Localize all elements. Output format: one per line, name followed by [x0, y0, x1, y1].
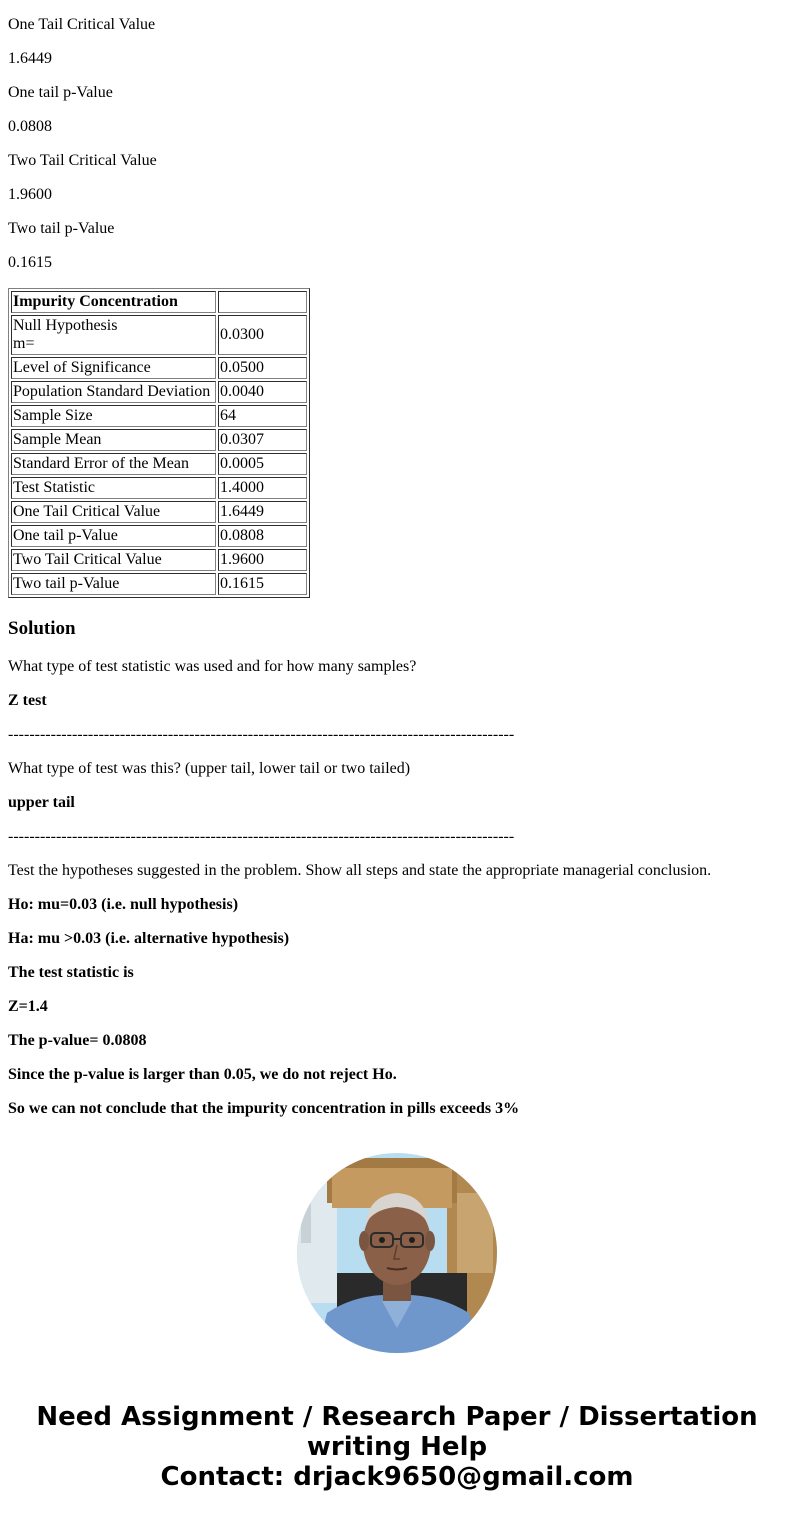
table-cell-label: Level of Significance [11, 357, 216, 379]
banner-contact-line: Contact: drjack9650@gmail.com [160, 1462, 634, 1492]
table-cell-value: 0.0005 [218, 453, 307, 475]
solution-step: Ho: mu=0.03 (i.e. null hypothesis) [8, 896, 239, 913]
table-body [11, 315, 307, 595]
table-header-blank [218, 291, 307, 313]
avatar [297, 1153, 497, 1353]
contact-banner [0, 1402, 794, 1492]
question-1: What type of test statistic was used and for how many samples? [8, 658, 417, 675]
table-row [11, 357, 307, 379]
table-row [11, 429, 307, 451]
avatar-portrait-image [297, 1153, 497, 1353]
table-cell-value: 0.1615 [218, 573, 307, 595]
result-line: 1.9600 [8, 186, 52, 203]
top-values-list [8, 0, 786, 272]
table-row [11, 477, 307, 499]
table-cell-label: Test Statistic [11, 477, 216, 499]
table-cell-value: 0.0300 [218, 315, 307, 355]
table-cell-label: Two Tail Critical Value [11, 549, 216, 571]
solution-step: The test statistic is [8, 964, 134, 981]
table-cell-value: 0.0500 [218, 357, 307, 379]
result-line: 0.0808 [8, 118, 52, 135]
table-row [11, 501, 307, 523]
solution-step: Since the p-value is larger than 0.05, we do not reject Ho. [8, 1066, 397, 1083]
table-cell-label: Sample Size [11, 405, 216, 427]
table-cell-label: Sample Mean [11, 429, 216, 451]
question-2: What type of test was this? (upper tail, lower tail or two tailed) [8, 760, 411, 777]
result-line: 1.6449 [8, 50, 52, 67]
result-line: Two tail p-Value [8, 220, 115, 237]
table-cell-value: 1.4000 [218, 477, 307, 499]
answer-2: upper tail [8, 794, 75, 811]
table-cell-value: 0.0307 [218, 429, 307, 451]
table-row [11, 381, 307, 403]
table-cell-value: 0.0808 [218, 525, 307, 547]
table-cell-value: 1.6449 [218, 501, 307, 523]
answer-1: Z test [8, 692, 47, 709]
document-content [8, 0, 786, 1134]
table-row [11, 573, 307, 595]
solution-heading: Solution [8, 618, 76, 639]
solution-step: So we can not conclude that the impurity concentration in pills exceeds 3% [8, 1100, 520, 1117]
table-cell-label: Standard Error of the Mean [11, 453, 216, 475]
table-header-title: Impurity Concentration [11, 291, 216, 313]
banner-line-2: writing Help [306, 1432, 488, 1462]
table-cell-label: Population Standard Deviation [11, 381, 216, 403]
table-row [11, 549, 307, 571]
solution-step: Z=1.4 [8, 998, 48, 1015]
table-row [11, 453, 307, 475]
table-header-row [11, 291, 307, 313]
table-cell-value: 1.9600 [218, 549, 307, 571]
table-row [11, 315, 307, 355]
table-cell-value: 0.0040 [218, 381, 307, 403]
banner-line-1: Need Assignment / Research Paper / Dissertation [36, 1402, 758, 1432]
null-hypothesis-symbol: m= [13, 335, 35, 352]
result-line: Two Tail Critical Value [8, 152, 157, 169]
result-line: One Tail Critical Value [8, 16, 156, 33]
table-cell-label: One Tail Critical Value [11, 501, 216, 523]
solution-step: The p-value= 0.0808 [8, 1032, 147, 1049]
question-3: Test the hypotheses suggested in the problem. Show all steps and state the appropriate managerial conclusion. [8, 862, 712, 879]
result-line: 0.1615 [8, 254, 52, 271]
table-cell-label: Two tail p-Value [11, 573, 216, 595]
table-row [11, 405, 307, 427]
solution-step: Ha: mu >0.03 (i.e. alternative hypothesis) [8, 930, 290, 947]
result-line: One tail p-Value [8, 84, 113, 101]
table-row [11, 525, 307, 547]
divider-2: ----------------------------------------------------------------------------------------------- [8, 828, 515, 845]
null-hypothesis-label: Null Hypothesis [13, 317, 118, 334]
results-table [8, 288, 310, 598]
solution-steps [8, 896, 786, 1118]
table-cell-value: 64 [218, 405, 307, 427]
divider-1: ----------------------------------------------------------------------------------------------- [8, 726, 515, 743]
table-cell-label [11, 315, 216, 355]
table-cell-label: One tail p-Value [11, 525, 216, 547]
